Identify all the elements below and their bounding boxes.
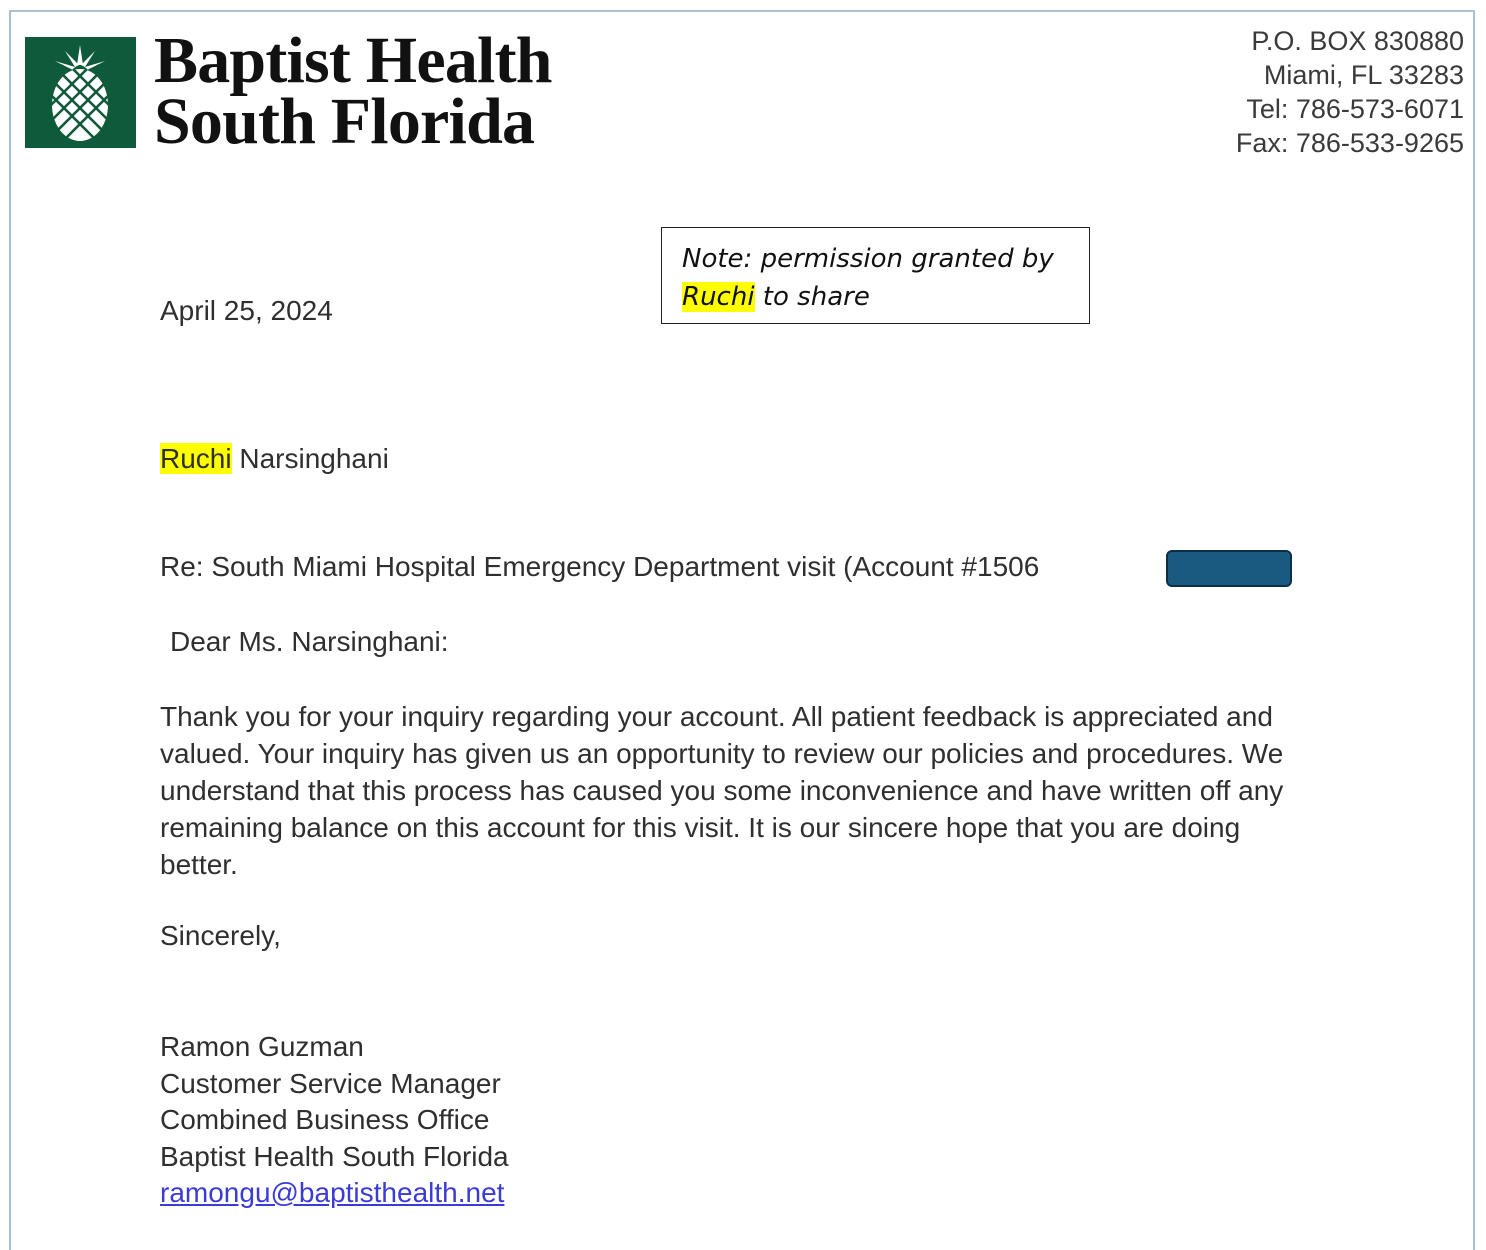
- recipient-name: [160, 443, 389, 475]
- telephone: Tel: 786-573-6071: [1246, 94, 1464, 124]
- fax: Fax: 786-533-9265: [1235, 128, 1464, 158]
- signature-block: [160, 1029, 509, 1212]
- account-number-redaction: [1166, 550, 1292, 587]
- subject-line: Re: South Miami Hospital Emergency Department visit (Account #1506: [160, 551, 1040, 582]
- letter-date: April 25, 2024: [160, 295, 333, 326]
- note-suffix: to share: [754, 282, 870, 312]
- pineapple-logo-icon: [25, 37, 136, 148]
- letterhead-address: [1236, 24, 1464, 160]
- recipient-first-name: Ruchi: [160, 443, 232, 474]
- recipient-last-name: Narsinghani: [231, 443, 389, 474]
- note-prefix: Note: permission granted by: [682, 244, 1054, 274]
- permission-note: [661, 227, 1090, 324]
- salutation: Dear Ms. Narsinghani:: [170, 626, 449, 657]
- city-state-zip: Miami, FL 33283: [1263, 60, 1464, 90]
- signer-department: Combined Business Office: [160, 1104, 490, 1135]
- note-highlight: Ruchi: [682, 282, 755, 312]
- signer-title: Customer Service Manager: [160, 1067, 501, 1099]
- signer-organization: Baptist Health South Florida: [160, 1140, 509, 1172]
- logo-line-1: Baptist Health: [154, 24, 552, 97]
- logo-line-2: South Florida: [154, 85, 535, 158]
- letter-body: Thank you for your inquiry regarding your account. All patient feedback is appreciated and valued. Your inquiry has given us an opportunity to review our policies and procedures. We understand that this process has caused you some inconvenience and have written off any remaining balance on this account for this visit. It is our sincere hope that you are doing better.: [160, 701, 1284, 880]
- signer-email-link[interactable]: ramongu@baptisthealth.net: [160, 1177, 505, 1208]
- signer-name: Ramon Guzman: [160, 1031, 364, 1062]
- organization-logo-text: [154, 24, 552, 158]
- closing: Sincerely,: [160, 920, 281, 951]
- po-box: P.O. BOX 830880: [1251, 26, 1464, 56]
